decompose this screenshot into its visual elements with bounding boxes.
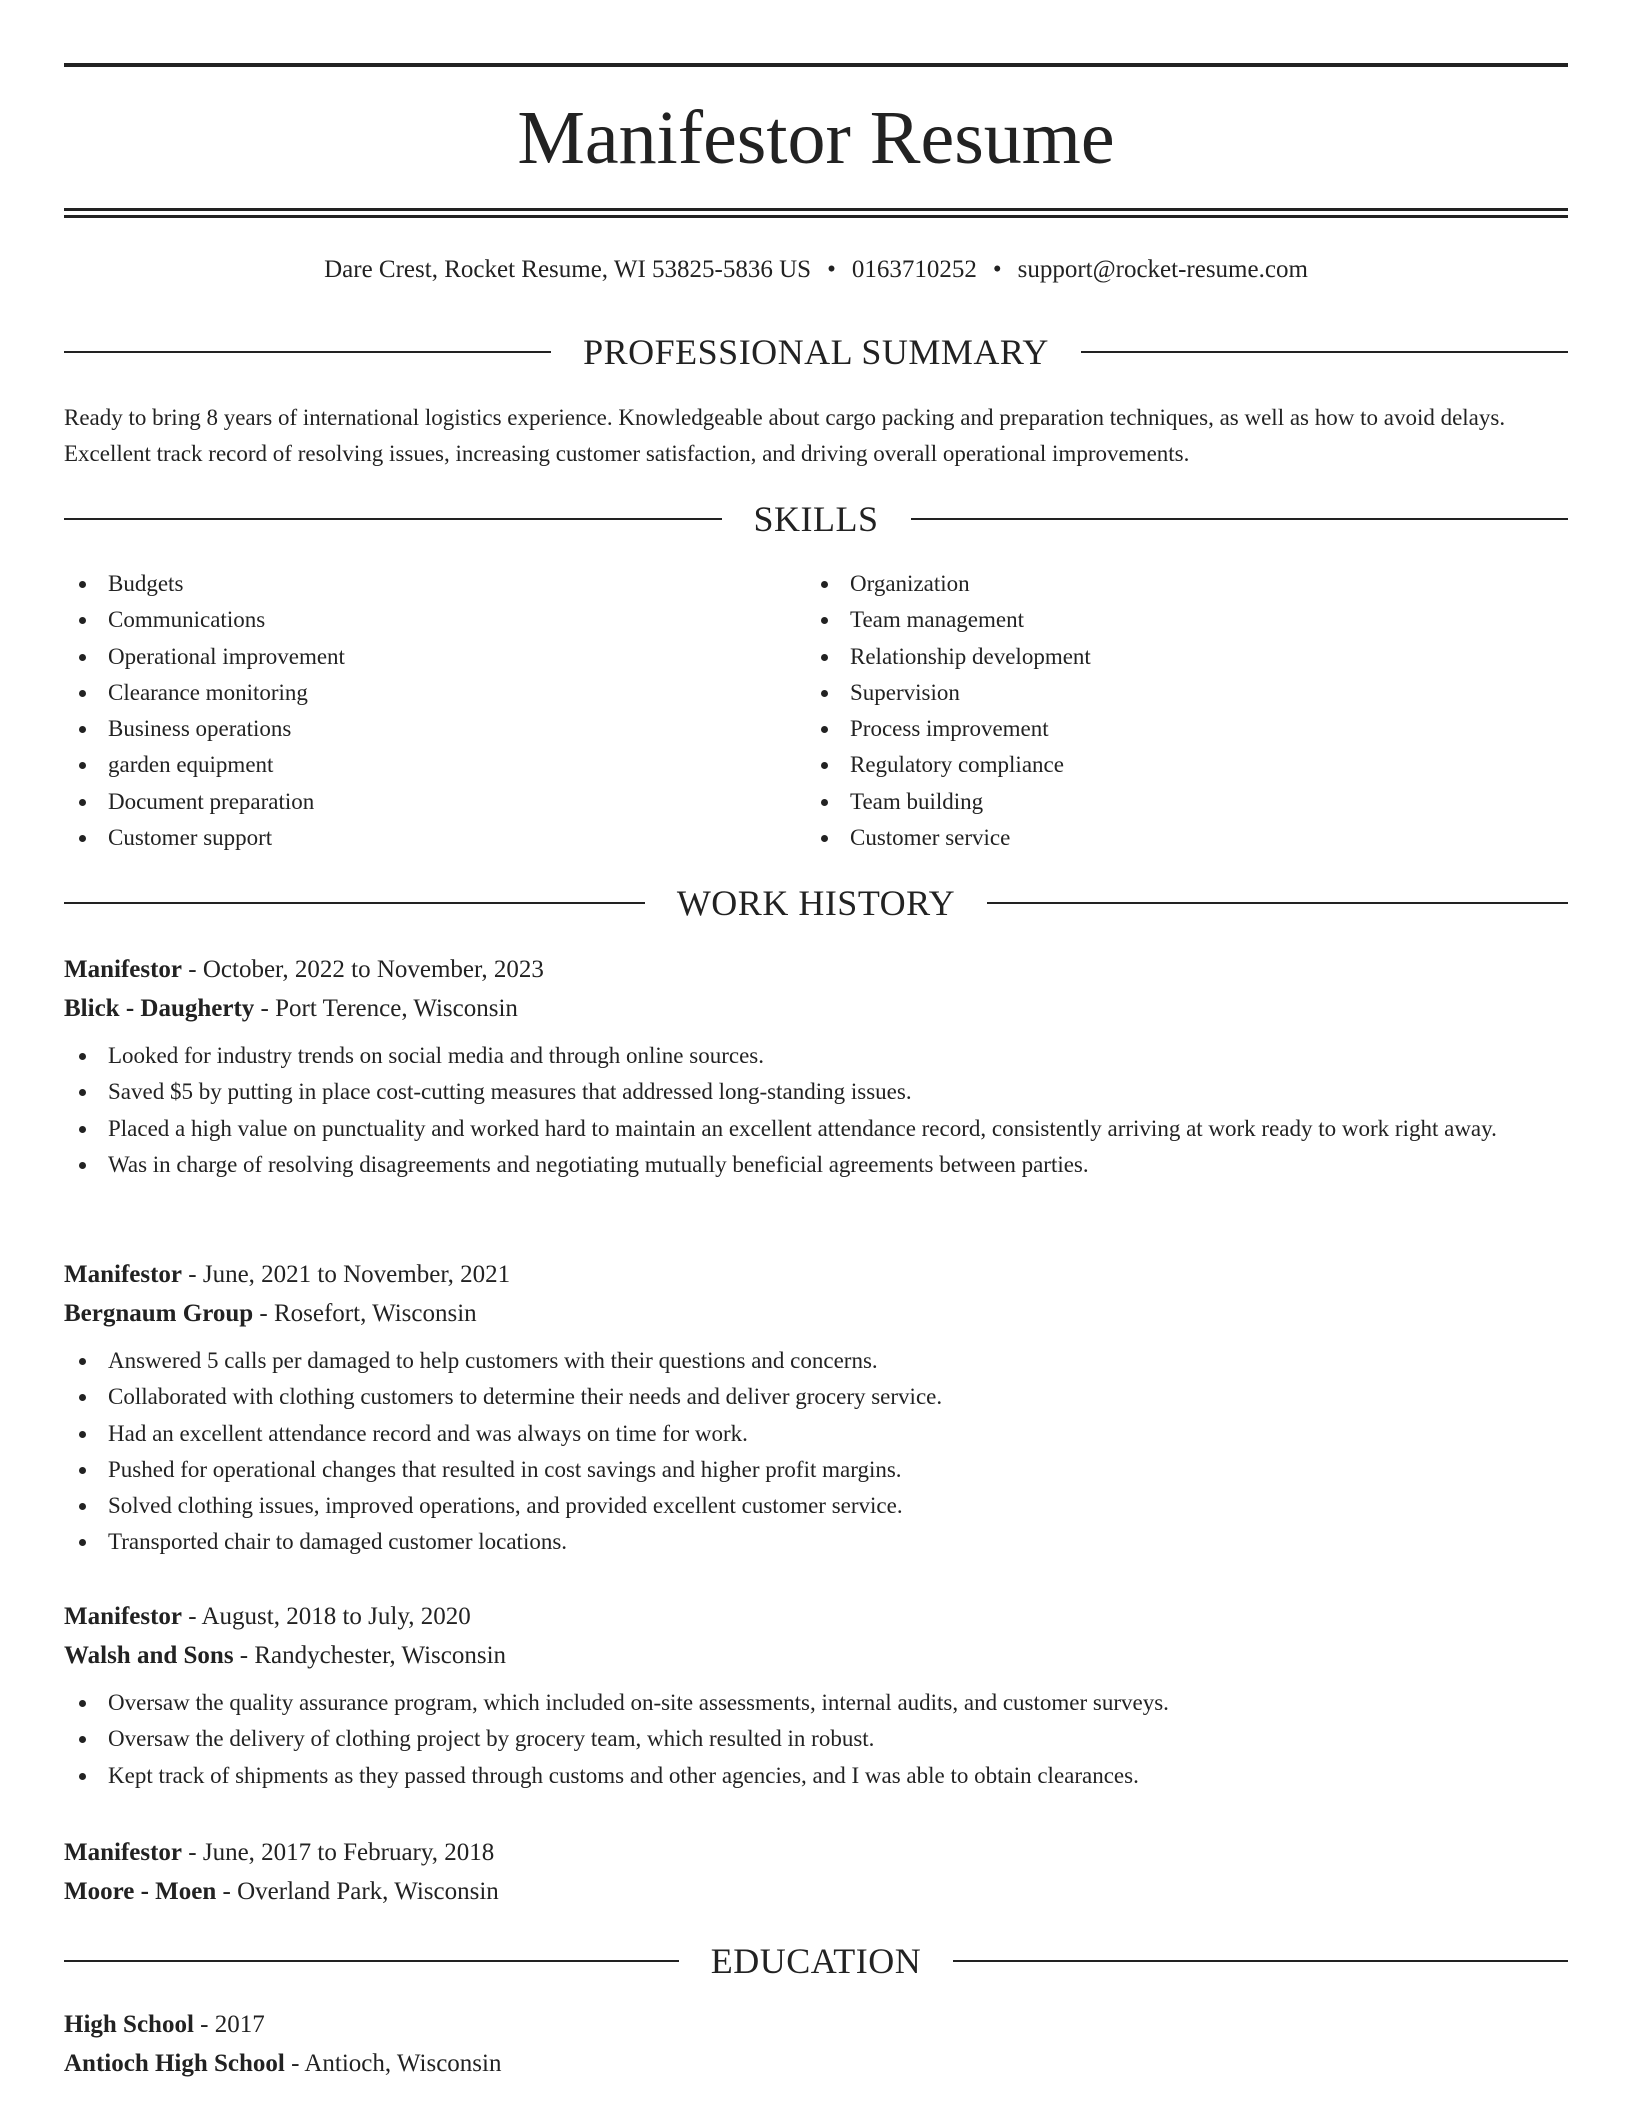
job-title-line [64, 1255, 1568, 1294]
job-location: Randychester, Wisconsin [254, 1642, 507, 1669]
job-title-line [64, 950, 1568, 989]
job-location: Rosefort, Wisconsin [273, 1300, 477, 1327]
job-separator: - [182, 1261, 203, 1288]
job-title: Manifestor [64, 956, 183, 983]
skill-item: Communications [108, 602, 345, 638]
job-company-line [64, 989, 1568, 1028]
job-location: Overland Park, Wisconsin [237, 1878, 499, 1905]
skill-item: Supervision [850, 675, 1091, 711]
contact-email: support@rocket-resume.com [1017, 256, 1308, 283]
summary-heading [64, 330, 1568, 374]
education-degree-line [64, 2005, 1568, 2044]
job-bullet: Had an excellent attendance record and was always on time for work. [64, 1416, 1568, 1452]
job-bullets [64, 1685, 1568, 1794]
skill-item: Team building [850, 784, 1091, 820]
education-entry [64, 2005, 1568, 2083]
job-title-line [64, 1833, 1568, 1872]
skill-item: Operational improvement [108, 639, 345, 675]
job-title: Manifestor [64, 1261, 183, 1288]
job-title: Manifestor [64, 1603, 183, 1630]
skill-item: Team management [850, 602, 1091, 638]
job-separator: - [254, 995, 276, 1022]
job-entry [64, 950, 1568, 1183]
job-separator: - [182, 1603, 202, 1630]
job-bullet: Solved clothing issues, improved operations, and provided excellent customer service. [64, 1488, 1568, 1524]
skill-item: garden equipment [108, 747, 345, 783]
job-dates: August, 2018 to July, 2020 [201, 1603, 471, 1630]
job-separator: - [233, 1642, 255, 1669]
job-title: Manifestor [64, 1839, 183, 1866]
heading-rule [64, 902, 645, 904]
job-company-line [64, 1872, 1568, 1911]
work-heading-label: WORK HISTORY [676, 883, 956, 923]
header-double-rule [64, 208, 1568, 218]
education-heading-label: EDUCATION [710, 1941, 922, 1981]
skill-item: Document preparation [108, 784, 345, 820]
contact-line [64, 254, 1568, 286]
heading-rule [987, 902, 1568, 904]
job-bullet: Collaborated with clothing customers to determine their needs and deliver grocery service. [64, 1379, 1568, 1415]
skill-item: Customer support [108, 820, 345, 856]
skills-list-left [64, 566, 345, 856]
job-location: Port Terence, Wisconsin [275, 995, 518, 1022]
education-heading [64, 1939, 1568, 1983]
skill-item: Process improvement [850, 711, 1091, 747]
job-bullet: Kept track of shipments as they passed through customs and other agencies, and I was able to obtain clearances. [64, 1758, 1568, 1794]
heading-rule [64, 518, 722, 520]
education-separator: - [193, 2011, 215, 2038]
job-bullet: Was in charge of resolving disagreements and negotiating mutually beneficial agreements between parties. [64, 1147, 1568, 1183]
skill-item: Customer service [850, 820, 1091, 856]
header-top-rule [64, 63, 1568, 67]
job-bullet: Pushed for operational changes that resulted in cost savings and higher profit margins. [64, 1452, 1568, 1488]
job-bullet: Saved $5 by putting in place cost-cutting measures that addressed long-standing issues. [64, 1074, 1568, 1110]
job-entry [64, 1255, 1568, 1561]
job-company: Moore - Moen [64, 1878, 217, 1905]
contact-address: Dare Crest, Rocket Resume, WI 53825-5836 US [324, 256, 812, 283]
job-bullet: Placed a high value on punctuality and worked hard to maintain an excellent attendance record, consistently arriving at work ready to work right away. [64, 1111, 1568, 1147]
contact-phone: 0163710252 [851, 256, 977, 283]
skill-item: Budgets [108, 566, 345, 602]
education-year: 2017 [214, 2011, 265, 2038]
job-company: Bergnaum Group [64, 1300, 254, 1327]
job-entry [64, 1833, 1568, 1911]
skills-heading [64, 497, 1568, 541]
job-dates: October, 2022 to November, 2023 [202, 956, 544, 983]
education-school: Antioch High School [64, 2050, 285, 2077]
job-company: Walsh and Sons [64, 1642, 234, 1669]
job-bullet: Looked for industry trends on social media and through online sources. [64, 1038, 1568, 1074]
job-dates: June, 2017 to February, 2018 [202, 1839, 495, 1866]
skills-list-right [806, 566, 1091, 856]
job-bullet: Oversaw the delivery of clothing project by grocery team, which resulted in robust. [64, 1721, 1568, 1757]
job-bullets [64, 1343, 1568, 1561]
resume-title: Manifestor Resume [517, 96, 1115, 180]
education-location: Antioch, Wisconsin [304, 2050, 502, 2077]
heading-rule [1081, 351, 1568, 353]
education-school-line [64, 2044, 1568, 2083]
contact-separator: • [992, 256, 1002, 283]
job-separator: - [182, 1839, 203, 1866]
heading-rule [911, 518, 1569, 520]
job-bullet: Oversaw the quality assurance program, which included on-site assessments, internal audits, and customer surveys. [64, 1685, 1568, 1721]
job-title-line [64, 1597, 1568, 1636]
job-company-line [64, 1636, 1568, 1675]
job-separator: - [253, 1300, 274, 1327]
skills-heading-label: SKILLS [753, 499, 879, 539]
job-separator: - [182, 956, 203, 983]
summary-heading-label: PROFESSIONAL SUMMARY [583, 332, 1049, 372]
skill-item: Organization [850, 566, 1091, 602]
summary-text: Ready to bring 8 years of international logistics experience. Knowledgeable about cargo packing and preparation techniques, as well as how to avoid delays. Excellent track record of resolving issues, increasing customer satisfaction, and driving overall operational improvements. [64, 405, 1506, 466]
skill-item: Business operations [108, 711, 345, 747]
heading-rule [953, 1960, 1568, 1962]
skill-item: Clearance monitoring [108, 675, 345, 711]
skill-item: Relationship development [850, 639, 1091, 675]
job-entry [64, 1597, 1568, 1794]
education-degree: High School [64, 2011, 194, 2038]
work-heading [64, 881, 1568, 925]
job-separator: - [216, 1878, 238, 1905]
skill-item: Regulatory compliance [850, 747, 1091, 783]
job-bullets [64, 1038, 1568, 1183]
job-bullet: Transported chair to damaged customer locations. [64, 1524, 1568, 1560]
education-separator: - [284, 2050, 305, 2077]
contact-separator: • [827, 256, 836, 283]
job-bullet: Answered 5 calls per damaged to help customers with their questions and concerns. [64, 1343, 1568, 1379]
job-company: Blick - Daugherty [64, 995, 255, 1022]
heading-rule [64, 1960, 679, 1962]
job-dates: June, 2021 to November, 2021 [202, 1261, 511, 1288]
heading-rule [64, 351, 551, 353]
job-company-line [64, 1294, 1568, 1333]
